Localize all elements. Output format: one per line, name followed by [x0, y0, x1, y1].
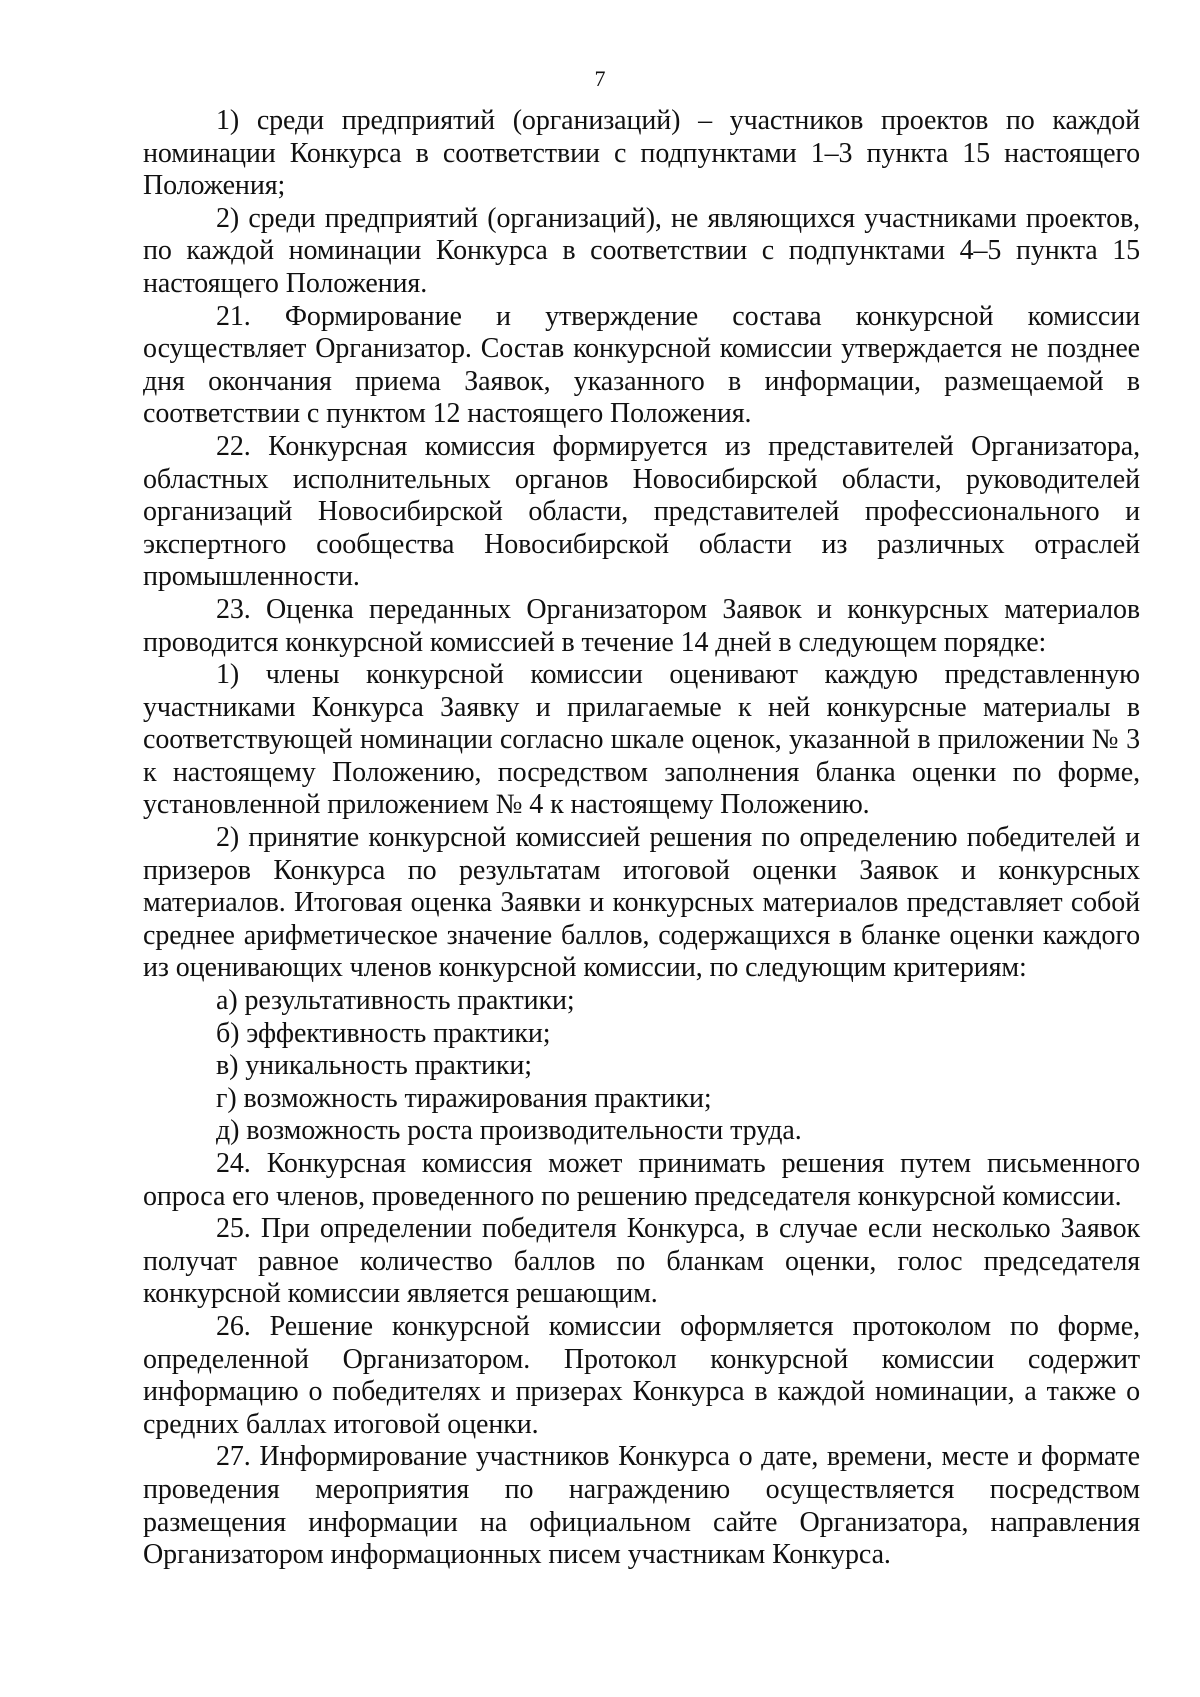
- criteria-item-a: а) результативность практики;: [216, 985, 575, 1017]
- criteria-item-d: д) возможность роста производительности труда.: [216, 1115, 802, 1147]
- criteria-item-g: г) возможность тиражирования практики;: [216, 1082, 712, 1114]
- paragraph-20-1: 1) среди предприятий (организаций) – участников проектов по каждой номинации Конкурса в соответствии с подпунктами 1–3 пункта 15 настоящего Положения;: [143, 105, 1140, 202]
- page-number: 7: [594, 66, 606, 91]
- paragraph-24: 24. Конкурсная комиссия может принимать решения путем письменного опроса его членов, проведенного по решению председателя конкурсной комиссии.: [143, 1148, 1140, 1212]
- criteria-item-b: б) эффективность практики;: [216, 1017, 551, 1049]
- paragraph-25: 25. При определении победителя Конкурса, в случае если несколько Заявок получат равное количество баллов по бланкам оценки, голос председателя конкурсной комиссии является решающим.: [143, 1213, 1140, 1310]
- paragraph-23-2: 2) принятие конкурсной комиссией решения по определению победителей и призеров Конкурса по результатам итоговой оценки Заявок и конкурсных материалов. Итоговая оценка Заявки и конкурсных материалов представляет собой среднее арифметическое значение баллов, содержащихся в бланке оценки каждого из оценивающих членов конкурсной комиссии, по следующим критериям:: [143, 822, 1140, 984]
- paragraph-23: 23. Оценка переданных Организатором Заявок и конкурсных материалов проводится конкурсной комиссией в течение 14 дней в следующем порядке:: [143, 593, 1140, 658]
- document-body: [143, 105, 1140, 1572]
- paragraph-21: 21. Формирование и утверждение состава конкурсной комиссии осуществляет Организатор. Состав конкурсной комиссии утверждается не позднее дня окончания приема Заявок, указанного в информации, размещаемой в соответствии с пунктом 12 настоящего Положения.: [143, 300, 1140, 430]
- paragraph-23-1: 1) члены конкурсной комиссии оценивают каждую представленную участниками Конкурса Заявку и прилагаемые к ней конкурсные материалы в соответствующей номинации согласно шкале оценок, указанной в приложении № 3 к настоящему Положению, посредством заполнения бланка оценки по форме, установленной приложением № 4 к настоящему Положению.: [143, 659, 1140, 821]
- paragraph-27: 27. Информирование участников Конкурса о дате, времени, месте и формате проведения мероприятия по награждению осуществляется посредством размещения информации на официальном сайте Организатора, направления Организатором информационных писем участникам Конкурса.: [143, 1441, 1140, 1571]
- paragraph-20-2: 2) среди предприятий (организаций), не являющихся участниками проектов, по каждой номинации Конкурса в соответствии с подпунктами 4–5 пункта 15 настоящего Положения.: [143, 202, 1140, 299]
- paragraph-26: 26. Решение конкурсной комиссии оформляется протоколом по форме, определенной Организатором. Протокол конкурсной комиссии содержит информацию о победителях и призерах Конкурса в каждой номинации, а также о средних баллах итоговой оценки.: [143, 1310, 1140, 1440]
- paragraph-22: 22. Конкурсная комиссия формируется из представителей Организатора, областных исполнительных органов Новосибирской области, руководителей организаций Новосибирской области, представителей профессионального и экспертного сообщества Новосибирской области из различных отраслей промышленности.: [143, 430, 1140, 593]
- criteria-item-v: в) уникальность практики;: [216, 1050, 532, 1082]
